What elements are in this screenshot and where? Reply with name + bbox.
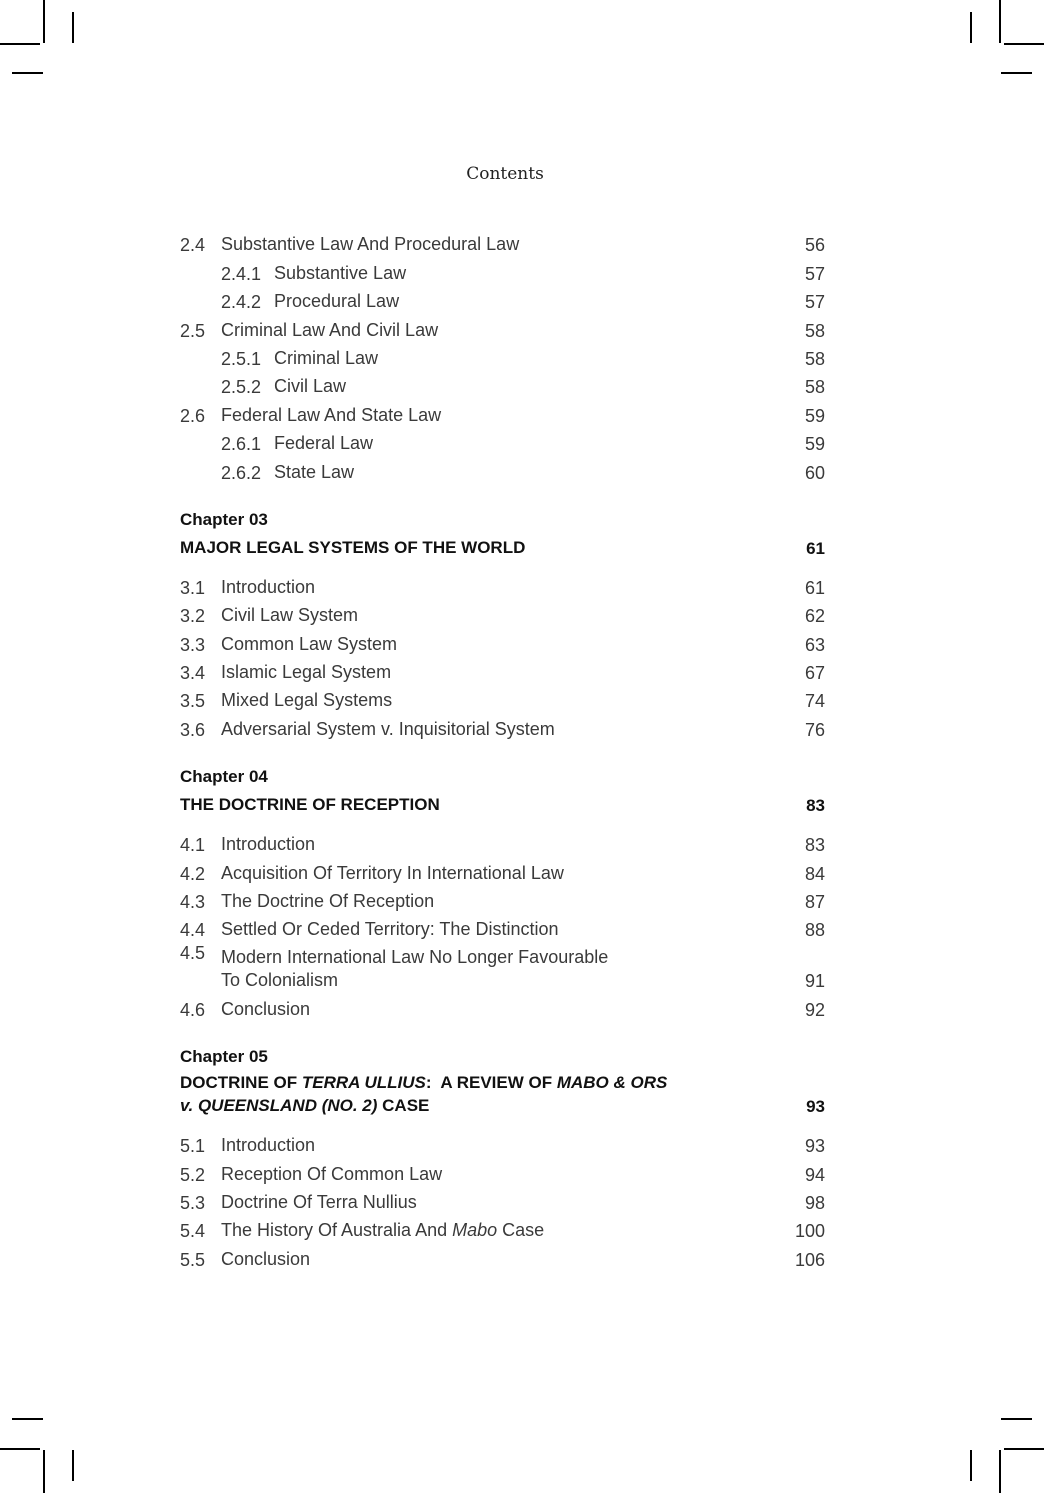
entry-title: Civil Law	[274, 376, 347, 397]
entry-page: 58	[804, 348, 825, 369]
page-header: Contents	[466, 164, 544, 184]
entry-page: 58	[804, 320, 825, 341]
toc-entry[interactable]	[180, 571, 825, 599]
entry-number: 5.3	[180, 1192, 206, 1213]
entry-title: Substantive Law	[274, 262, 407, 283]
entry-title-line: Modern International Law No Longer Favourable	[221, 947, 609, 968]
crop-mark	[43, 1450, 45, 1493]
entry-title: Acquisition Of Territory In International Law	[221, 862, 564, 883]
toc-entry[interactable]	[180, 712, 825, 740]
entry-number: 2.4	[180, 235, 206, 256]
entry-page: 94	[804, 1164, 825, 1185]
entry-number: 5.2	[180, 1164, 206, 1185]
toc-entry[interactable]	[180, 1129, 825, 1157]
entry-title: Introduction	[221, 576, 316, 597]
entry-page: 100	[794, 1221, 825, 1242]
toc-entry[interactable]	[180, 992, 825, 1020]
entry-title: Procedural Law	[274, 291, 400, 312]
entry-title: Conclusion	[221, 1248, 311, 1269]
toc-entry[interactable]	[180, 656, 825, 684]
entry-number: 2.4.1	[221, 263, 262, 284]
entry-page: 84	[804, 863, 825, 884]
entry-page: 63	[804, 634, 825, 655]
entry-title: Settled Or Ceded Territory: The Distinction	[221, 919, 559, 940]
crop-mark	[43, 0, 45, 43]
title-part-italic: TERRA ULLIUS	[301, 1072, 426, 1092]
chapter-heading[interactable]	[180, 530, 825, 559]
entry-number: 4.5	[180, 943, 206, 964]
entry-title: Mixed Legal Systems	[221, 690, 393, 711]
title-part: : A REVIEW OF	[425, 1072, 557, 1092]
chapter-title: MAJOR LEGAL SYSTEMS OF THE WORLD	[180, 537, 526, 557]
entry-title: Conclusion	[221, 998, 311, 1019]
crop-mark	[72, 12, 74, 43]
toc-entry[interactable]	[180, 1186, 825, 1214]
entry-page: 88	[804, 920, 825, 941]
toc-entry[interactable]	[180, 228, 825, 256]
toc-entry[interactable]	[180, 885, 825, 913]
entry-title: Criminal Law	[274, 347, 379, 368]
chapter-heading[interactable]	[180, 1067, 825, 1117]
entry-page: 60	[804, 462, 825, 483]
title-part: CASE	[377, 1095, 430, 1115]
entry-page: 57	[804, 292, 825, 313]
entry-title: Adversarial System v. Inquisitorial System	[221, 718, 555, 739]
entry-title: Federal Law And State Law	[221, 404, 442, 425]
entry-title: Substantive Law And Procedural Law	[221, 234, 520, 255]
chapter-page: 93	[806, 1096, 825, 1116]
chapter-page: 83	[806, 795, 825, 815]
toc-entry[interactable]	[180, 599, 825, 627]
entry-page: 106	[794, 1249, 825, 1270]
entry-title	[221, 946, 765, 992]
crop-mark	[0, 43, 40, 45]
toc-entry[interactable]	[180, 627, 825, 655]
entry-title-line: To Colonialism	[221, 970, 339, 991]
toc-entry[interactable]	[180, 342, 825, 370]
entry-page: 59	[804, 405, 825, 426]
crop-mark	[999, 0, 1001, 43]
toc-entry[interactable]	[180, 684, 825, 712]
toc-entry[interactable]	[180, 913, 825, 941]
entry-number: 5.4	[180, 1221, 206, 1242]
entry-number: 4.2	[180, 863, 206, 884]
toc-entry[interactable]	[180, 1214, 825, 1242]
entry-number: 4.1	[180, 835, 206, 856]
toc-entry[interactable]	[180, 256, 825, 284]
title-part: Case	[497, 1220, 545, 1241]
entry-page: 91	[804, 971, 825, 992]
crop-mark	[1001, 1418, 1032, 1420]
crop-mark	[12, 72, 43, 74]
title-part-italic: MABO & ORS	[556, 1072, 668, 1092]
chapter-heading[interactable]	[180, 787, 825, 816]
entry-number: 4.4	[180, 920, 206, 941]
crop-mark	[0, 1448, 40, 1450]
entry-page: 61	[804, 577, 825, 598]
crop-mark	[970, 12, 972, 43]
chapter-label: Chapter 05	[180, 1046, 268, 1066]
entry-page: 62	[804, 606, 825, 627]
entry-title: Introduction	[221, 834, 316, 855]
entry-number: 3.3	[180, 634, 206, 655]
toc-entry[interactable]	[180, 1242, 825, 1270]
entry-title	[221, 1219, 765, 1242]
entry-title: Reception Of Common Law	[221, 1163, 443, 1184]
crop-mark	[999, 1450, 1001, 1493]
entry-number: 3.1	[180, 577, 206, 598]
toc-entry[interactable]	[180, 941, 825, 992]
crop-mark	[12, 1418, 43, 1420]
entry-title: Civil Law System	[221, 605, 359, 626]
entry-title: The Doctrine Of Reception	[221, 891, 435, 912]
entry-number: 5.5	[180, 1249, 206, 1270]
entry-title: Doctrine Of Terra Nullius	[221, 1191, 417, 1212]
toc-entry[interactable]	[180, 856, 825, 884]
entry-number: 2.6.1	[221, 434, 262, 455]
title-part: DOCTRINE OF	[180, 1072, 302, 1092]
entry-title: Common Law System	[221, 633, 398, 654]
entry-number: 4.3	[180, 892, 206, 913]
crop-mark	[1004, 43, 1044, 45]
entry-number: 2.5.2	[221, 377, 262, 398]
chapter-title	[180, 1071, 765, 1117]
entry-page: 87	[804, 892, 825, 913]
entry-number: 3.2	[180, 606, 206, 627]
entry-page: 59	[804, 434, 825, 455]
toc-entry[interactable]	[180, 370, 825, 398]
toc-entry[interactable]	[180, 1157, 825, 1185]
entry-number: 2.6.2	[221, 462, 262, 483]
entry-page: 56	[804, 235, 825, 256]
crop-mark	[970, 1450, 972, 1481]
chapter-label: Chapter 04	[180, 766, 268, 786]
entry-number: 3.4	[180, 663, 206, 684]
entry-number: 2.4.2	[221, 292, 262, 313]
toc-entry[interactable]	[180, 285, 825, 313]
toc-entry[interactable]	[180, 455, 825, 483]
title-part-italic: v. QUEENSLAND (NO. 2)	[180, 1095, 378, 1115]
entry-number: 3.6	[180, 719, 206, 740]
entry-page: 76	[804, 719, 825, 740]
entry-number: 2.5.1	[221, 348, 262, 369]
toc-entry[interactable]	[180, 398, 825, 426]
entry-page: 92	[804, 999, 825, 1020]
entry-title: State Law	[274, 461, 355, 482]
entry-page: 74	[804, 691, 825, 712]
entry-title: Islamic Legal System	[221, 662, 392, 683]
crop-mark	[1004, 1448, 1044, 1450]
chapter-page: 61	[806, 538, 825, 558]
entry-title: Federal Law	[274, 433, 374, 454]
entry-number: 4.6	[180, 999, 206, 1020]
entry-page: 57	[804, 263, 825, 284]
entry-page: 93	[804, 1136, 825, 1157]
entry-number: 2.6	[180, 405, 206, 426]
entry-number: 2.5	[180, 320, 206, 341]
entry-page: 83	[804, 835, 825, 856]
entry-number: 3.5	[180, 691, 206, 712]
toc-entry[interactable]	[180, 313, 825, 341]
entry-page: 58	[804, 377, 825, 398]
entry-page: 98	[804, 1192, 825, 1213]
entry-page: 67	[804, 663, 825, 684]
crop-mark	[1001, 72, 1032, 74]
toc-entry[interactable]	[180, 427, 825, 455]
title-part-italic: Mabo	[452, 1220, 498, 1241]
chapter-title: THE DOCTRINE OF RECEPTION	[180, 794, 440, 814]
table-of-contents	[180, 228, 825, 1271]
entry-number: 5.1	[180, 1136, 206, 1157]
title-part: The History Of Australia And	[221, 1220, 453, 1241]
toc-entry[interactable]	[180, 828, 825, 856]
chapter-label: Chapter 03	[180, 509, 268, 529]
entry-title: Criminal Law And Civil Law	[221, 319, 439, 340]
entry-title: Introduction	[221, 1135, 316, 1156]
crop-mark	[72, 1450, 74, 1481]
